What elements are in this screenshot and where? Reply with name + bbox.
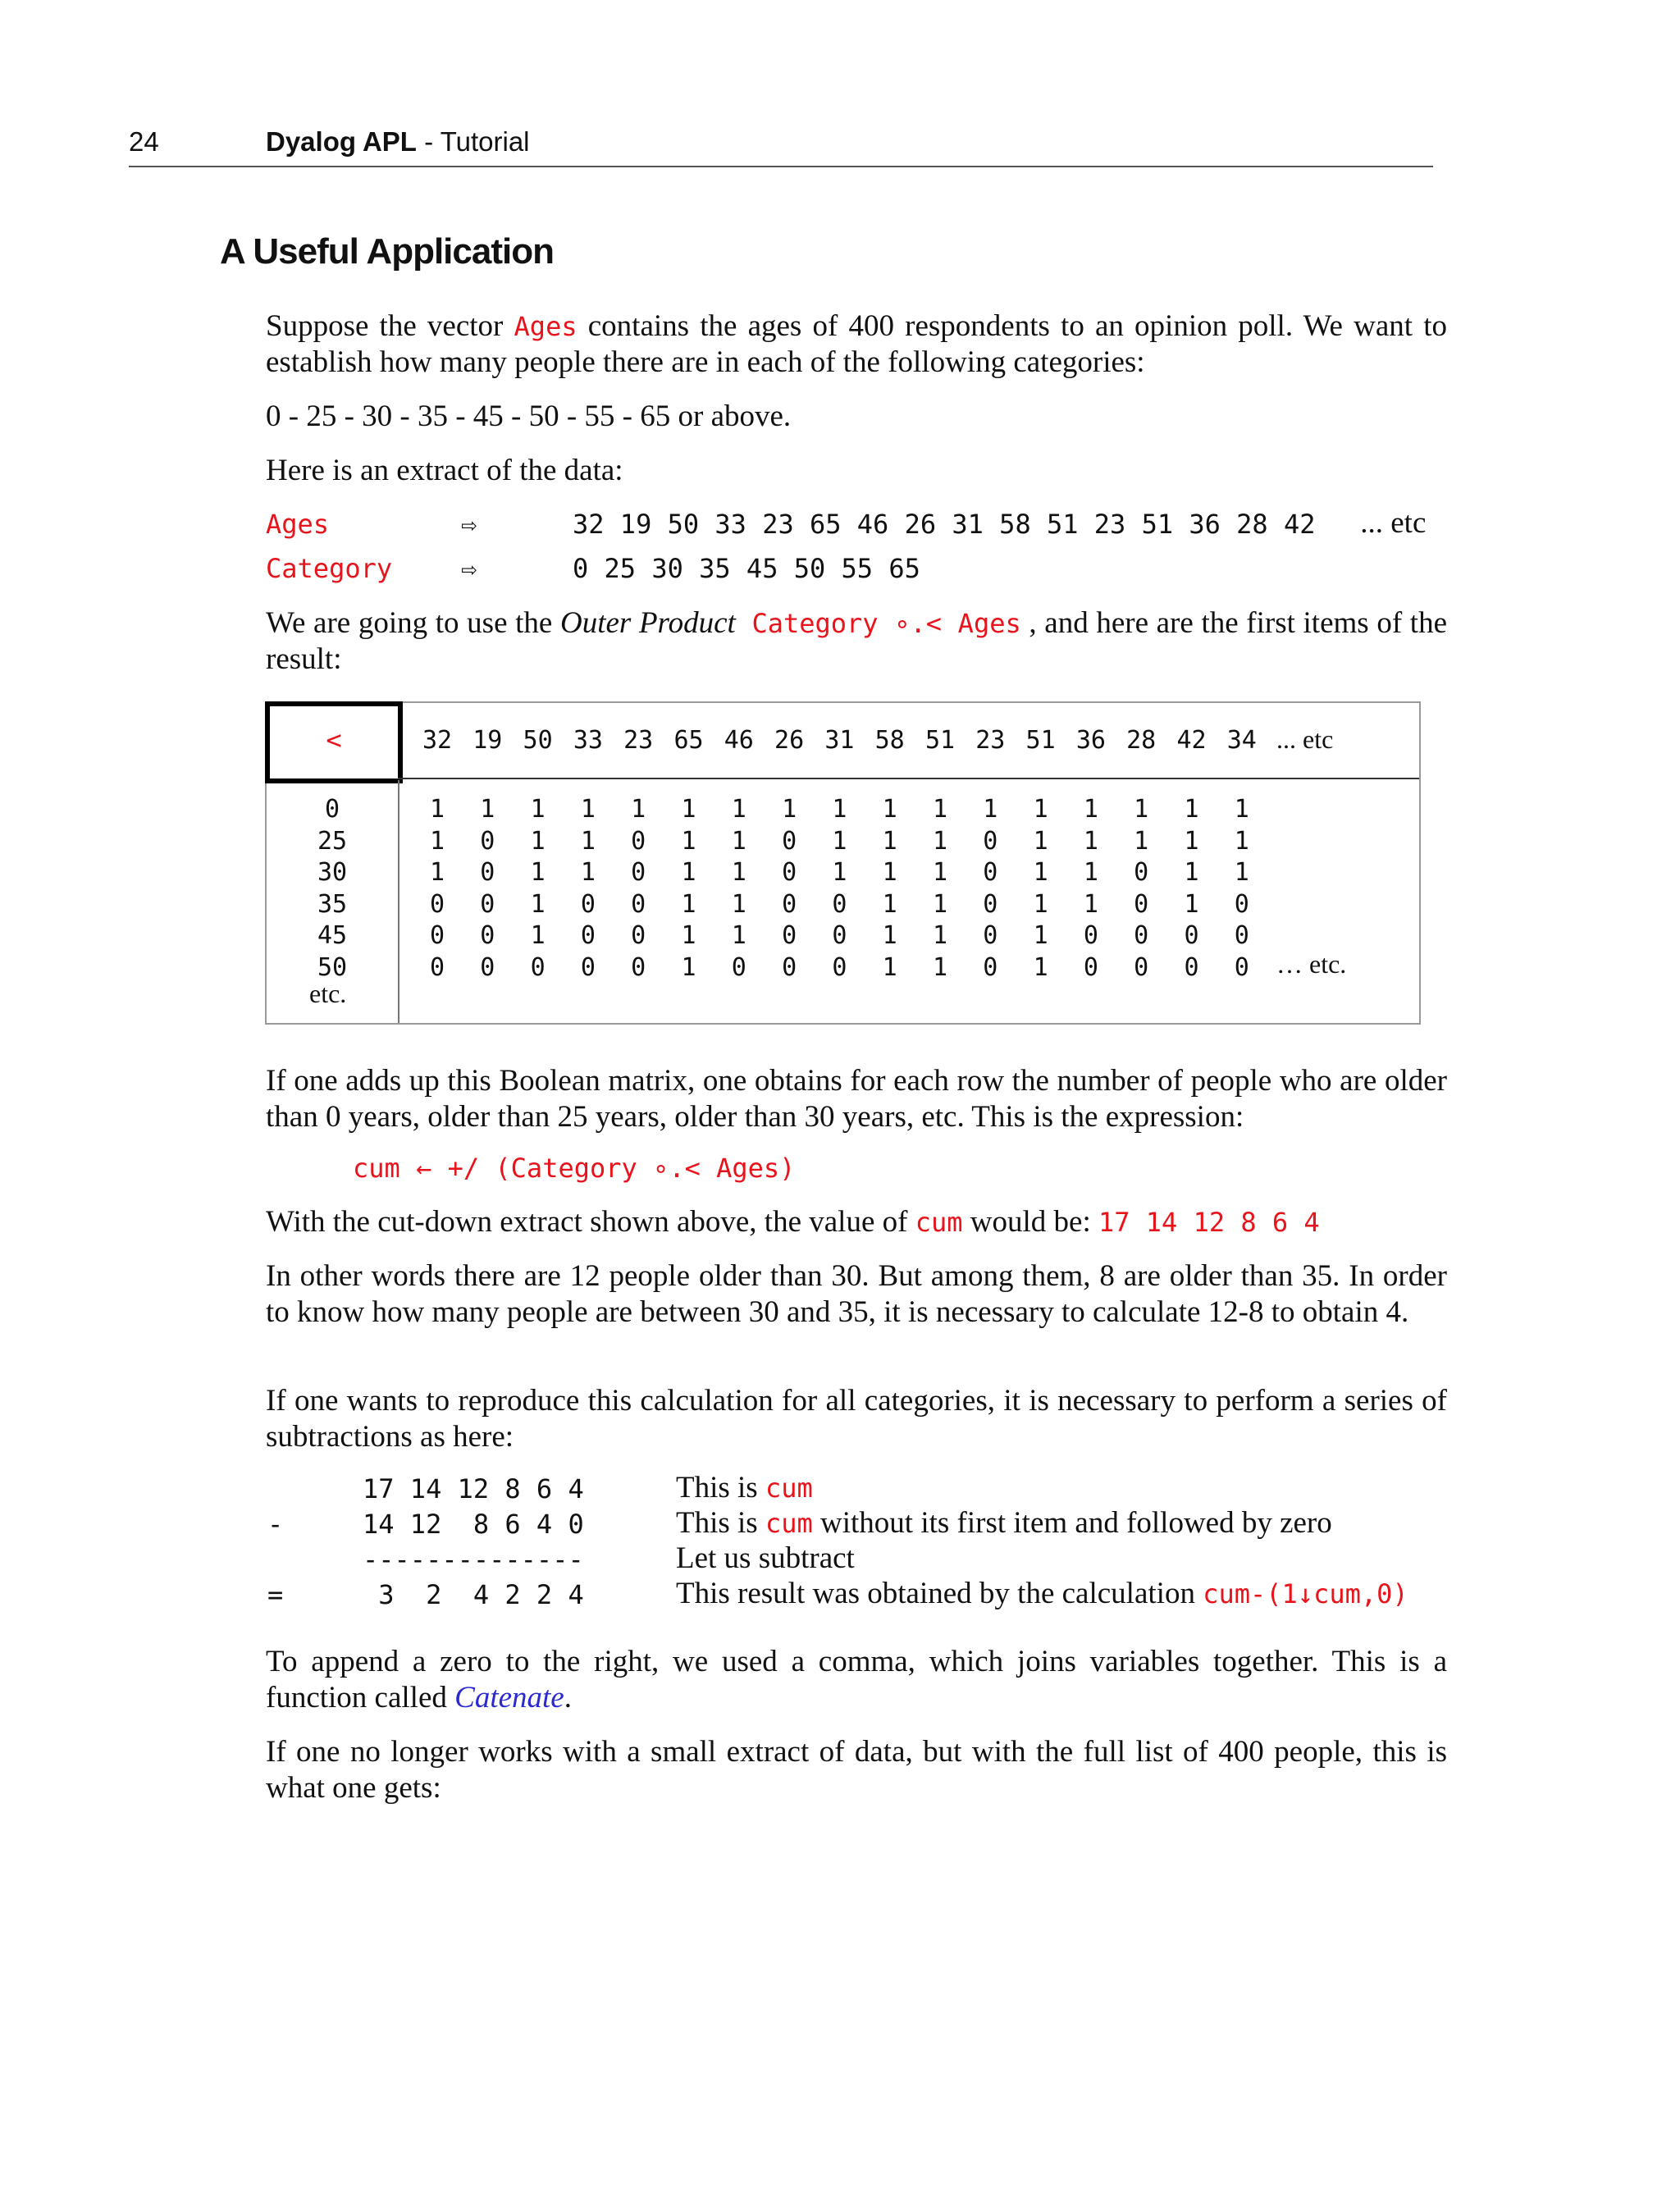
matrix-cell: 1	[429, 795, 445, 824]
matrix-cell: 1	[1033, 826, 1048, 856]
matrix-cell: 1	[932, 952, 948, 982]
paragraph-boolean-sum: If one adds up this Boolean matrix, one obtains for each row the number of people who are older than 0 years, older than 25 years, older than 30 years, etc. This is the expression:	[266, 1064, 1447, 1134]
header-value: 23	[975, 726, 1006, 755]
matrix-cell: 1	[731, 889, 746, 919]
matrix-cell: 0	[429, 889, 445, 919]
running-title-rest: - Tutorial	[416, 126, 530, 157]
text: .	[564, 1681, 572, 1714]
header-value: 33	[573, 726, 603, 755]
matrix-cell: 1	[480, 795, 495, 824]
header-value: 36	[1075, 726, 1106, 755]
matrix-cell: 1	[681, 952, 696, 982]
matrix-cell: 0	[480, 921, 495, 950]
code-expression: cum ← +/ (Category ∘.< Ages)	[353, 1153, 796, 1184]
label-etc: etc.	[309, 979, 347, 1008]
header-divider	[398, 778, 1419, 779]
matrix-cell: 0	[530, 952, 546, 982]
matrix-cell: 0	[1083, 952, 1098, 982]
matrix-cell: 1	[681, 858, 696, 887]
matrix-cell: 0	[580, 921, 596, 950]
matrix-cell: 1	[681, 921, 696, 950]
matrix-cell: 1	[882, 858, 897, 887]
text: To append a zero to the right, we used a comma, which joins variables together. This is a function called	[266, 1645, 1447, 1714]
table-corner	[265, 701, 403, 783]
subtraction-line	[0, 1506, 1680, 1545]
code-values: 17 14 12 8 6 4	[1098, 1207, 1320, 1238]
matrix-cell: 1	[1033, 952, 1048, 982]
values: 17 14 12 8 6 4	[363, 1473, 584, 1504]
matrix-cell: 0	[429, 952, 445, 982]
matrix-cell: 1	[1134, 826, 1149, 856]
matrix-cell: 0	[631, 952, 646, 982]
matrix-cell: 0	[832, 921, 847, 950]
paragraph-cum-value	[266, 1204, 1447, 1240]
matrix-cell: 1	[832, 858, 847, 887]
header-value: 26	[774, 726, 805, 755]
matrix-cell: 1	[681, 795, 696, 824]
description	[676, 1505, 1332, 1541]
matrix-cell: 1	[1083, 858, 1098, 887]
header-value: 23	[623, 726, 654, 755]
paragraph-extract: Here is an extract of the data:	[266, 454, 623, 487]
text: This is	[676, 1506, 765, 1540]
header-value: 32	[422, 726, 453, 755]
header-value: 28	[1126, 726, 1157, 755]
matrix-cell: 0	[832, 889, 847, 919]
matrix-cell: 1	[530, 921, 546, 950]
description	[676, 1576, 1408, 1611]
matrix-cell: 0	[631, 921, 646, 950]
matrix-cell: 0	[832, 952, 847, 982]
paragraph-outer-product	[266, 605, 1447, 678]
matrix-cell: 0	[983, 921, 998, 950]
matrix-cell: 0	[782, 858, 797, 887]
header-value: 51	[1025, 726, 1056, 755]
matrix-cell: 0	[1184, 921, 1199, 950]
section-title: A Useful Application	[220, 231, 554, 272]
outer-product-table	[265, 701, 1421, 1025]
column-divider	[398, 780, 399, 1023]
code-inline: cum-(1↓cum,0)	[1203, 1578, 1408, 1609]
matrix-cell: 1	[1184, 889, 1199, 919]
var-name: Category	[266, 553, 393, 584]
header-value: 58	[874, 726, 905, 755]
text: Let us subtract	[676, 1541, 855, 1575]
matrix-cell: 1	[882, 921, 897, 950]
matrix-cell: 1	[1134, 795, 1149, 824]
matrix-cell: 1	[983, 795, 998, 824]
matrix-cell: 0	[631, 889, 646, 919]
operator: -	[267, 1509, 284, 1540]
header-value: 19	[472, 726, 503, 755]
text: Suppose the vector	[266, 309, 514, 343]
matrix-cell: 1	[932, 889, 948, 919]
text: With the cut-down extract shown above, the value of	[266, 1205, 915, 1239]
page-header	[129, 123, 1433, 167]
matrix-cell: 1	[932, 921, 948, 950]
row-label: 0	[324, 795, 340, 824]
matrix-cell: 1	[681, 889, 696, 919]
running-title-bold: Dyalog APL	[266, 126, 417, 157]
matrix-cell: 1	[530, 889, 546, 919]
paragraph-subtractions: If one wants to reproduce this calculation for all categories, it is necessary to perform a series of subtractions as here:	[266, 1384, 1447, 1454]
matrix-cell: 1	[731, 795, 746, 824]
arrow-icon: ⇨	[461, 509, 477, 540]
matrix-cell: 0	[1134, 952, 1149, 982]
term-outer-product: Outer Product	[559, 606, 736, 640]
matrix-cell: 0	[782, 889, 797, 919]
matrix-cell: 1	[1033, 921, 1048, 950]
row-label: 30	[317, 858, 348, 887]
matrix-cell: 1	[1033, 795, 1048, 824]
link-catenate[interactable]: Catenate	[454, 1681, 564, 1714]
header-etc: ... etc	[1276, 724, 1334, 754]
matrix-cell: 0	[631, 858, 646, 887]
code-inline: cum	[765, 1508, 813, 1539]
corner-symbol: <	[326, 724, 342, 756]
matrix-cell: 1	[631, 795, 646, 824]
code-ages: Ages	[514, 311, 578, 342]
matrix-cell: 1	[1184, 795, 1199, 824]
code-inline: cum	[765, 1472, 813, 1504]
matrix-cell: 1	[1234, 795, 1249, 824]
matrix-cell: 1	[1184, 858, 1199, 887]
matrix-cell: 1	[782, 795, 797, 824]
header-value: 31	[824, 726, 855, 755]
matrix-cell: 0	[1134, 921, 1149, 950]
header-value: 51	[924, 726, 956, 755]
matrix-cell: 0	[1134, 858, 1149, 887]
matrix-cell: 0	[782, 826, 797, 856]
var-values: 0 25 30 35 45 50 55 65	[573, 553, 920, 584]
matrix-cell: 0	[1184, 952, 1199, 982]
matrix-cell: 0	[480, 889, 495, 919]
matrix-cell: 1	[429, 826, 445, 856]
matrix-cell: 0	[480, 826, 495, 856]
matrix-cell: 1	[1184, 826, 1199, 856]
description	[676, 1541, 855, 1576]
rows-etc: … etc.	[1276, 949, 1347, 979]
text: This result was obtained by the calculation	[676, 1577, 1203, 1610]
matrix-cell: 0	[631, 826, 646, 856]
matrix-cell: 1	[1083, 889, 1098, 919]
matrix-cell: 1	[580, 795, 596, 824]
matrix-cell: 1	[731, 858, 746, 887]
code-cum: cum	[915, 1207, 963, 1238]
operator: =	[267, 1579, 284, 1610]
code-expression: Category ∘.< Ages	[735, 608, 1021, 639]
matrix-cell: 1	[1033, 889, 1048, 919]
running-title	[266, 126, 530, 158]
row-label: 45	[317, 921, 348, 950]
var-values: 32 19 50 33 23 65 46 26 31 58 51 23 51 36 28 42	[573, 509, 1316, 540]
matrix-cell: 1	[1083, 795, 1098, 824]
matrix-cell: 1	[882, 952, 897, 982]
matrix-cell: 0	[731, 952, 746, 982]
matrix-cell: 0	[983, 826, 998, 856]
page-number: 24	[129, 126, 159, 157]
header-value: 50	[523, 726, 553, 755]
header-value: 65	[673, 726, 704, 755]
matrix-cell: 1	[832, 795, 847, 824]
matrix-cell: 1	[731, 826, 746, 856]
matrix-cell: 1	[882, 795, 897, 824]
matrix-cell: 0	[480, 952, 495, 982]
values: --------------	[363, 1544, 584, 1575]
matrix-cell: 1	[932, 795, 948, 824]
matrix-cell: 1	[882, 826, 897, 856]
text: This is	[676, 1471, 765, 1504]
header-value: 46	[724, 726, 754, 755]
matrix-cell: 1	[429, 858, 445, 887]
paragraph-explanation: In other words there are 12 people older than 30. But among them, 8 are older than 35. In order to know how many people are between 30 and 35, it is necessary to calculate 12-8 to obtain 4.	[266, 1259, 1447, 1329]
matrix-cell: 1	[932, 858, 948, 887]
text: We are going to use the	[266, 606, 560, 640]
paragraph-intro	[266, 308, 1447, 381]
matrix-cell: 1	[731, 921, 746, 950]
text: without its first item and followed by zero	[812, 1506, 1332, 1540]
matrix-cell: 0	[983, 952, 998, 982]
matrix-cell: 1	[580, 826, 596, 856]
matrix-cell: 1	[932, 826, 948, 856]
text: contains the ages of 400 respondents to an opinion poll. We want to establish how many people there are in each of the following categories:	[266, 309, 1447, 379]
header-value: 34	[1226, 726, 1257, 755]
matrix-cell: 0	[782, 921, 797, 950]
paragraph-categories: 0 - 25 - 30 - 35 - 45 - 50 - 55 - 65 or above.	[266, 400, 792, 433]
matrix-cell: 0	[480, 858, 495, 887]
row-label: 50	[317, 952, 348, 982]
matrix-cell: 0	[580, 889, 596, 919]
values: 3 2 4 2 2 4	[363, 1579, 584, 1610]
matrix-cell: 1	[882, 889, 897, 919]
matrix-cell: 0	[1083, 921, 1098, 950]
paragraph-catenate	[266, 1644, 1447, 1716]
matrix-cell: 0	[1234, 952, 1249, 982]
subtraction-line	[0, 1473, 1680, 1509]
matrix-cell: 1	[1083, 826, 1098, 856]
matrix-cell: 1	[681, 826, 696, 856]
subtraction-line	[0, 1579, 1680, 1615]
matrix-cell: 1	[530, 795, 546, 824]
matrix-cell: 1	[1234, 858, 1249, 887]
subtraction-line	[0, 1541, 1680, 1580]
matrix-cell: 1	[1234, 826, 1249, 856]
paragraph-full-list: If one no longer works with a small extract of data, but with the full list of 400 people, this is what one gets:	[266, 1735, 1447, 1805]
matrix-cell: 1	[530, 858, 546, 887]
matrix-cell: 0	[782, 952, 797, 982]
arrow-icon: ⇨	[461, 553, 477, 584]
matrix-cell: 0	[1234, 921, 1249, 950]
matrix-cell: 0	[983, 858, 998, 887]
matrix-cell: 0	[580, 952, 596, 982]
etc-text: ... etc	[1353, 506, 1427, 540]
text: would be:	[962, 1205, 1098, 1239]
matrix-cell: 1	[832, 826, 847, 856]
expression-cum	[353, 1153, 795, 1189]
row-label: 25	[317, 826, 348, 856]
text: , and here are the first items of the result:	[266, 606, 1447, 676]
matrix-cell: 0	[1134, 889, 1149, 919]
var-name: Ages	[266, 509, 330, 540]
matrix-cell: 1	[580, 858, 596, 887]
row-label: 35	[317, 889, 348, 919]
values: 14 12 8 6 4 0	[363, 1509, 584, 1540]
matrix-cell: 1	[1033, 858, 1048, 887]
description	[676, 1470, 813, 1505]
header-value: 42	[1176, 726, 1207, 755]
matrix-cell: 0	[983, 889, 998, 919]
matrix-cell: 0	[1234, 889, 1249, 919]
matrix-cell: 1	[530, 826, 546, 856]
matrix-cell: 0	[429, 921, 445, 950]
